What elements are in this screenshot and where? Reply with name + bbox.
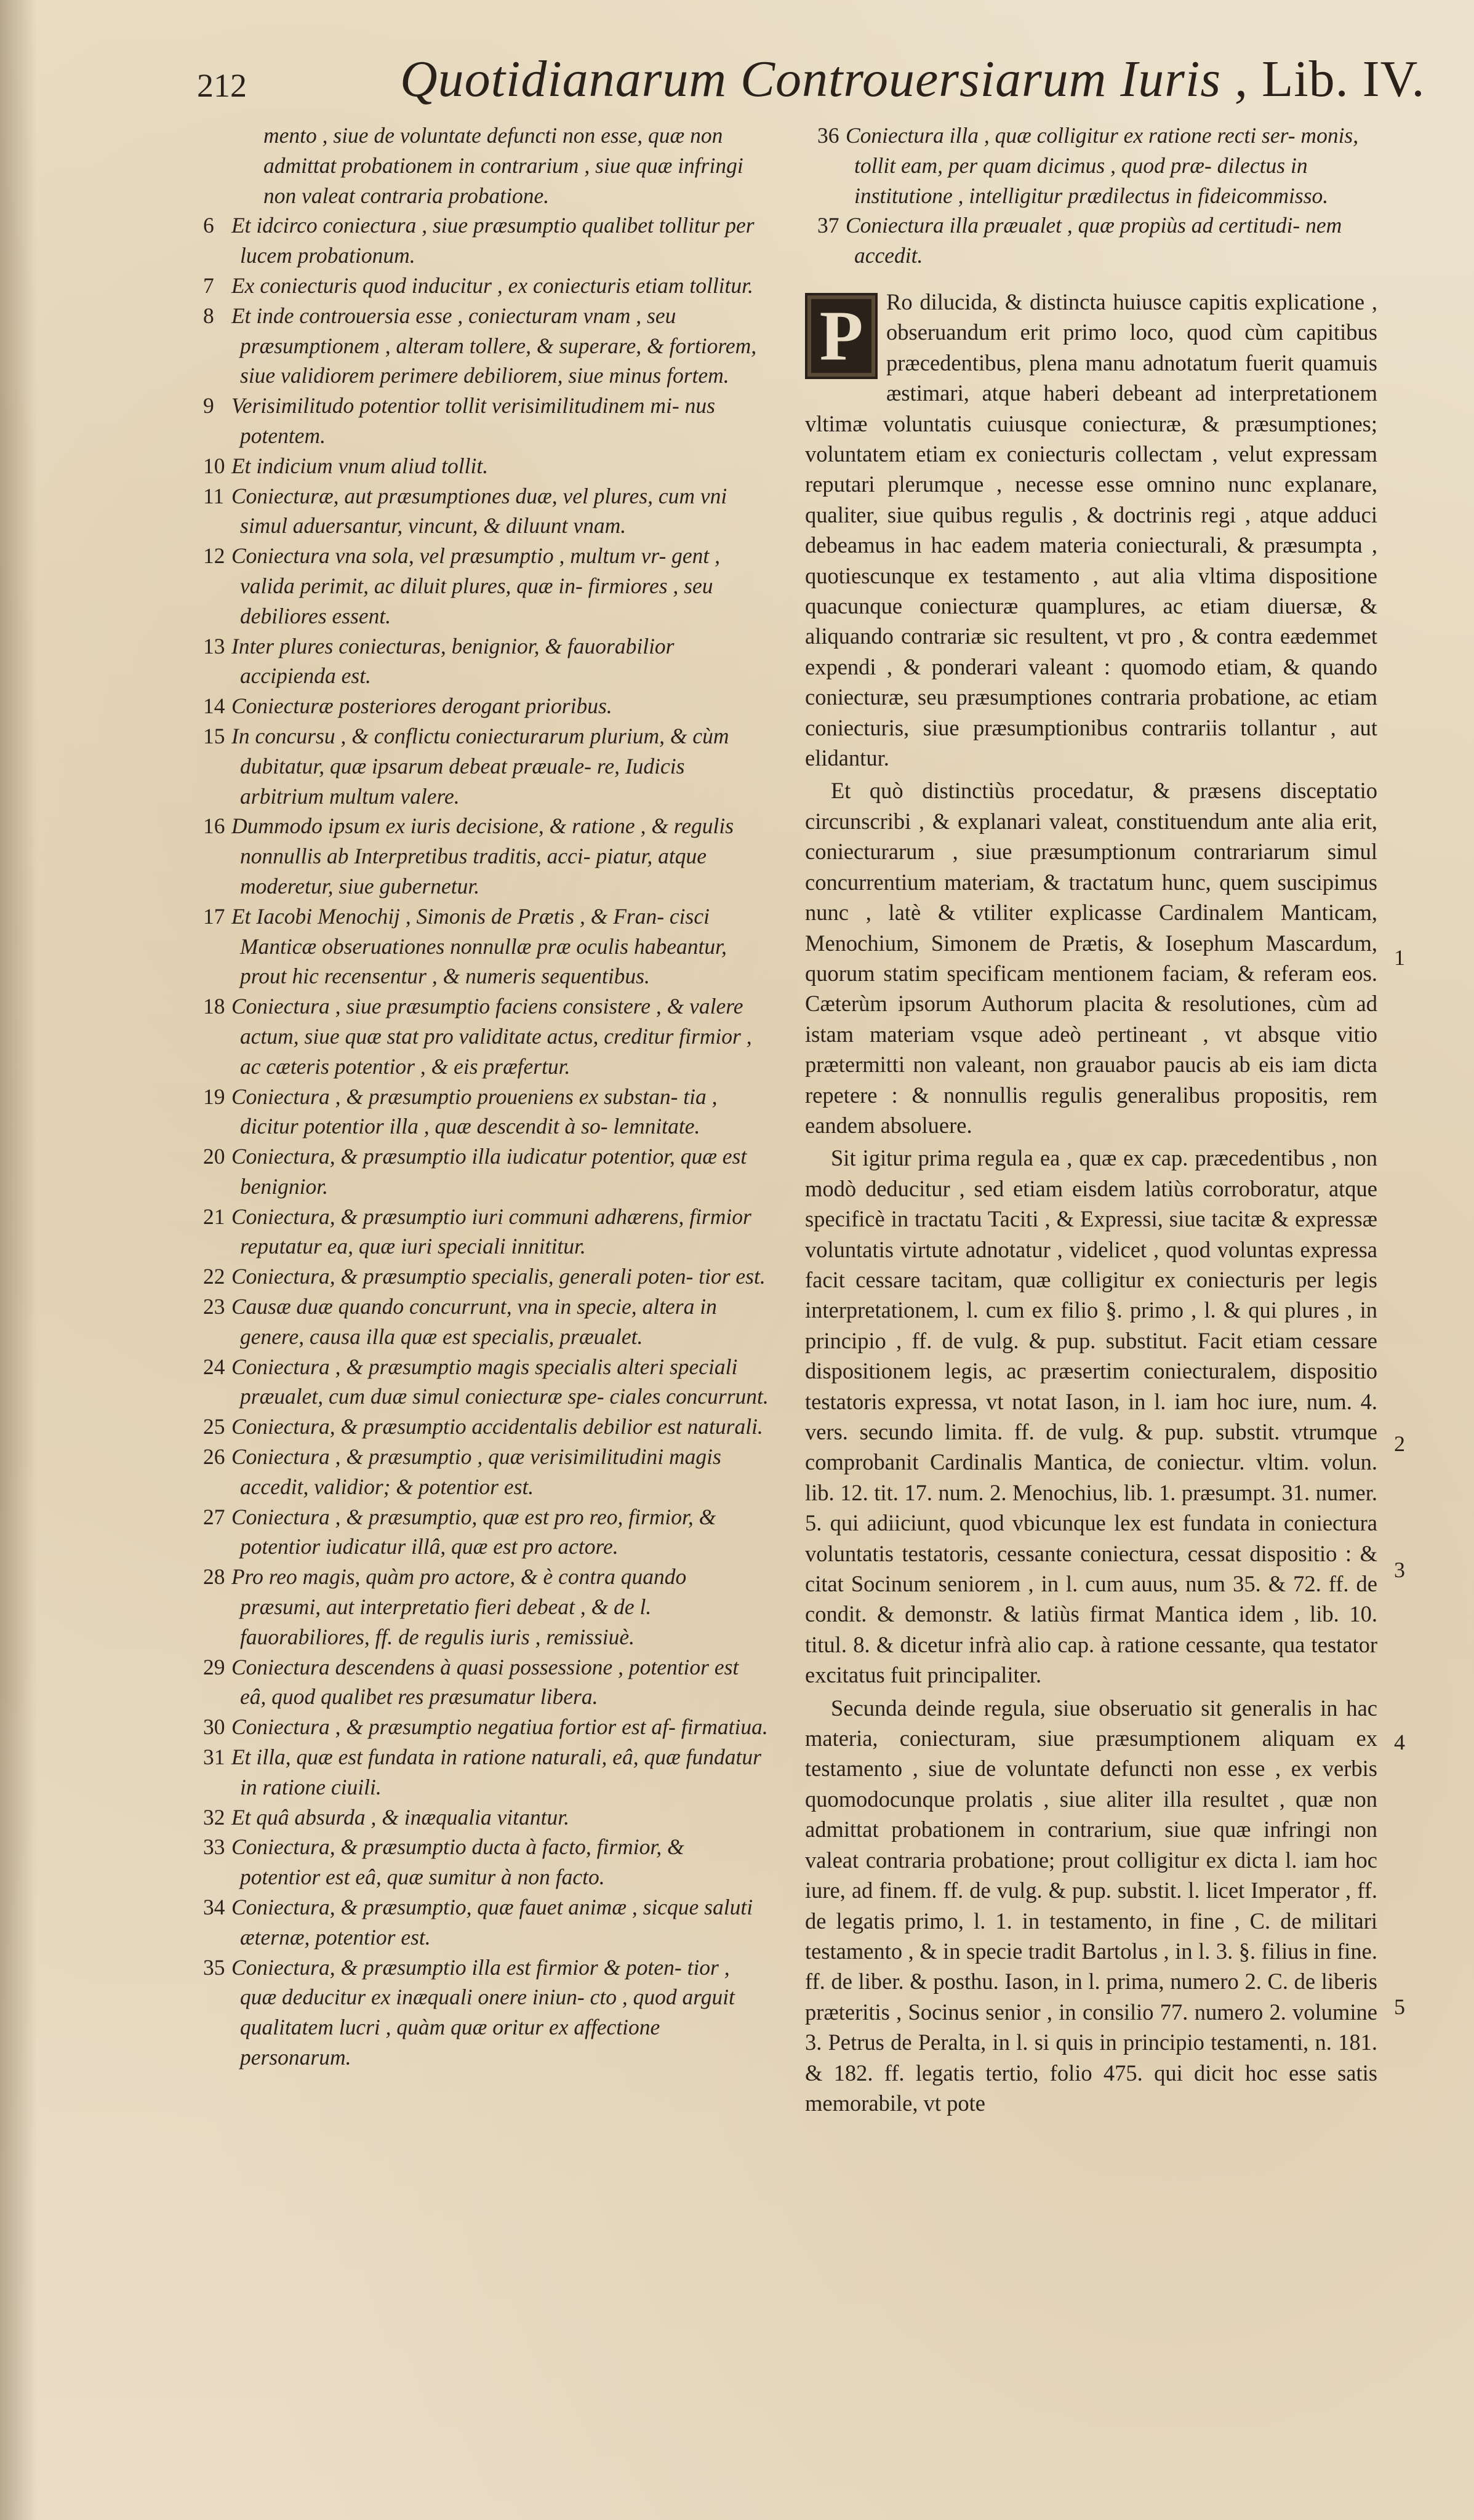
paragraph-text: Sit igitur prima regula ea , quæ ex cap. præcedentibus , non modò deducitur , sed etiam eisdem latiùs corroboratur, atque specificè in tractatu Taciti , & Expressi, siue tacitæ & expressæ voluntatis virtute adnotatur , videlicet , quod voluntas expressa facit cessare tacitam, quæ colligitur ex coniecturis per legis interpretationem, l. cum ex filio §. primo , l. & qui plures , in principio , ff. de vulg. & pup. substitut. Facit etiam cessare dispositionem legis, ac præsertim coniecturalem, dispositio testatoris expressa, vt notat Iason, in l. iam hoc iure, num. 4. vers. secundo limita. ff. de vulg. & pup. substit. vtrumque comprobanit Cardinalis Mantica, de coniectur. vltim. volun. lib. 12. tit. 17. num. 2. Menochius, lib. 1. præsumpt. 31. numer. 5. qui adiiciunt, quod vbicunque lex est fundata in coniectura voluntatis testatoris, cessante coniectura, cessat dispositio : & citat Socinum seniorem , in l. cum auus, num 35. & 72. ff. de condit. & demonstr. & latiùs firmat Mantica idem , lib. 10. titul. 8. & dicetur infrà alio cap. à ratione cessante, qua testator excitatus fuit principaliter. xyxy=(805,1145,1377,1688)
summary-text: Et illa, quæ est fundata in ratione naturali, eâ, quæ fundatur in ratione ciuili. xyxy=(231,1745,761,1799)
summary-text: Coniectura , & præsumptio , quæ verisimilitudini magis accedit, validior; & potentior est. xyxy=(231,1444,721,1499)
summary-text: Coniecturæ posteriores derogant prioribus. xyxy=(231,694,612,719)
summary-text: Coniectura , & præsumptio negatiua fortior est af- firmatiua. xyxy=(231,1714,768,1740)
summary-item xyxy=(178,1142,769,1202)
paragraph xyxy=(805,775,1377,1140)
summary-number: 8 xyxy=(203,303,214,328)
summary-text: Coniectura , siue præsumptio faciens consistere , & valere actum, siue quæ stat pro validitate actus, creditur firmior , ac cæteris potentior , & eis præfertur. xyxy=(231,994,752,1079)
summary-item xyxy=(178,631,769,692)
summary-text: Verisimilitudo potentior tollit verisimilitudinem mi- nus potentem. xyxy=(231,393,715,448)
binding-shadow xyxy=(0,0,37,2520)
paragraph xyxy=(805,1693,1377,2119)
summary-number: 15 xyxy=(203,723,225,748)
margin-reference-number: 2 xyxy=(1394,1431,1405,1456)
summary-number: 32 xyxy=(203,1804,225,1830)
paragraph xyxy=(805,1143,1377,1690)
summary-number: 33 xyxy=(203,1834,225,1860)
summary-item xyxy=(178,1442,769,1502)
summary-number: 17 xyxy=(203,903,225,929)
summary-text: Et inde controuersia esse , coniecturam vnam , seu præsumptionem , alteram tollere, & superare, & fortiorem, siue validiorem perimere debiliorem, siue minus fortem. xyxy=(231,303,757,388)
summary-number: 11 xyxy=(203,483,225,508)
summary-item xyxy=(178,1412,769,1442)
summary-text: Coniectura , & præsumptio magis specialis alteri speciali præualet, cum duæ simul coniecturæ spe- ciales concurrunt. xyxy=(231,1354,769,1409)
summary-item xyxy=(178,1202,769,1262)
summary-text: Causæ duæ quando concurrunt, vna in specie, altera in genere, causa illa quæ est specialis, præualet. xyxy=(231,1294,717,1349)
summary-item xyxy=(178,1712,769,1742)
summary-item xyxy=(178,1352,769,1412)
summary-item xyxy=(178,301,769,391)
margin-reference-number: 5 xyxy=(1394,1994,1405,2019)
summary-item xyxy=(178,210,769,271)
summary-item xyxy=(178,1292,769,1352)
summary-text: Coniectura, & præsumptio iuri communi adhærens, firmior reputatur ea, quæ iuri speciali innititur. xyxy=(231,1204,751,1259)
summary-text: Et indicium vnum aliud tollit. xyxy=(231,453,489,478)
summary-number: 7 xyxy=(203,273,214,298)
summary-item xyxy=(178,902,769,991)
summary-text: Coniectura vna sola, vel præsumptio , multum vr- gent , valida perimit, ac diluit plures, quæ in- firmiores , seu debiliores essent. xyxy=(231,543,721,628)
summary-number: 24 xyxy=(203,1354,225,1379)
summary-text: Et quâ absurda , & inæqualia vitantur. xyxy=(231,1804,569,1830)
margin-reference-number: 4 xyxy=(1394,1730,1405,1754)
paragraph-text: Secunda deinde regula, siue obseruatio sit generalis in hac materia, coniecturam, siue præsumptionem aliquam ex testamento , siue de voluntate defuncti non esse , ex verbis quomodocunque prolatis , siue aliter illa resultet , quæ non admittat probationem in contrarium, siue quæ infringi non valeat contraria probatione; prout colligitur ex dicta l. iam hoc iure, ad finem. ff. de vulg. & pup. substit. l. licet Imperator , ff. de legatis primo, l. 1. in testamento, in fine , C. de militari testamento , & in specie tradit Bartolus , in l. 3. §. filius in fine. ff. de liber. & posthu. Iason, in l. prima, numero 2. C. de liberis præteritis , Socinus senior , in consilio 77. numero 2. volumine 3. Petrus de Peralta, in l. si quis in principio testamenti, n. 181. & 182. ff. legatis tertio, folio 475. qui dicit hoc esse satis memorabile, vt pote xyxy=(805,1695,1377,2116)
summary-number: 12 xyxy=(203,543,225,569)
summary-item xyxy=(178,1082,769,1142)
summary-text: Et idcirco coniectura , siue præsumptio qualibet tollitur per lucem probationum. xyxy=(231,213,755,268)
summary-text: Coniectura, & præsumptio, quæ fauet animæ , sicque saluti æternæ, potentior est. xyxy=(231,1895,753,1950)
summary-item xyxy=(805,121,1377,210)
commentary-text xyxy=(805,287,1377,2118)
summary-item xyxy=(178,991,769,1081)
summary-text: Inter plures coniecturas, benignior, & fauorabilior accipienda est. xyxy=(231,633,675,689)
summary-item xyxy=(178,1562,769,1652)
summary-number: 25 xyxy=(203,1414,225,1439)
summary-text: Coniectura, & præsumptio specialis, generali poten- tior est. xyxy=(231,1264,766,1289)
summary-number: 22 xyxy=(203,1264,225,1289)
paragraph xyxy=(805,287,1377,774)
summary-number: 6 xyxy=(203,213,214,238)
summary-text: Et Iacobi Menochij , Simonis de Prætis , & Fran- cisci Manticæ obseruationes nonnullæ præ oculis habeantur, prout hic recensentur , & numeris sequentibus. xyxy=(231,903,727,989)
right-column xyxy=(805,121,1377,2121)
summary-text: Pro reo magis, quàm pro actore, & è contra quando præsumi, aut interpretatio fieri debeat , & de l. fauorabiliores, ff. de regulis iuris , remissiuè. xyxy=(231,1564,687,1649)
summary-number: 18 xyxy=(203,994,225,1019)
summary-item xyxy=(178,721,769,811)
summary-item xyxy=(178,1802,769,1833)
summary-number: 31 xyxy=(203,1745,225,1770)
paragraph-text: Et quò distinctiùs procedatur, & præsens disceptatio circunscribi , & explanari valeat, constituendum ante alia erit, coniecturarum , siue præsumptionum contrariarum simul concurrentium materiam, & tractatum hunc, quem suscipimus nunc , latè & vtiliter explicasse Cardinalem Manticam, Menochium, Simonem de Prætis, & Iosephum Mascardum, quorum statim specificam mentionem faciam, & referam eos. Cæterùm ipsorum Authorum placita & resolutiones, cùm ad istam materiam vsque adeò pertineant , vt absque vitio prætermitti non valeant, non grauabor paucis ab eis iam dicta repetere : & nonnullis regulis generalibus propositis, rem eandem absoluere. xyxy=(805,778,1377,1138)
summary-item xyxy=(178,1262,769,1292)
summary-item xyxy=(178,691,769,721)
summary-text: Coniectura, & præsumptio illa iudicatur potentior, quæ est benignior. xyxy=(231,1144,747,1199)
page-header xyxy=(197,49,1425,117)
summary-number: 9 xyxy=(203,393,214,418)
summary-text: Coniecturæ, aut præsumptiones duæ, vel plures, cum vni simul aduersantur, vincunt, & diluunt vnam. xyxy=(231,483,727,538)
summary-number: 34 xyxy=(203,1895,225,1920)
summary-text: Coniectura illa , quæ colligitur ex ratione recti ser- monis, tollit eam, per quam dicimus , quod præ- dilectus in institutione , intelligitur prædilectus in fideicommisso. xyxy=(846,123,1359,208)
summary-text: Coniectura, & præsumptio accidentalis debilior est naturali. xyxy=(231,1414,763,1439)
summary-text: Coniectura, & præsumptio illa est firmior & poten- tior , quæ deducitur ex inæquali onere iniun- cto , quod arguit qualitatem lucri , quàm quæ oritur ex affectione personarum. xyxy=(231,1954,735,2070)
summary-number: 23 xyxy=(203,1294,225,1319)
summary-number: 19 xyxy=(203,1084,225,1109)
summary-text: Dummodo ipsum ex iuris decisione, & ratione , & regulis nonnullis ab Interpretibus traditis, acci- piatur, atque moderetur, siue gubernetur. xyxy=(231,814,734,898)
summary-number: 26 xyxy=(203,1444,225,1470)
summary-number: 13 xyxy=(203,633,225,658)
summary-text: Coniectura , & præsumptio, quæ est pro reo, firmior, & potentior iudicatur illâ, quæ est pro actore. xyxy=(231,1504,716,1559)
summary-item xyxy=(805,210,1377,271)
summary-continuation: mento , siue de voluntate defuncti non esse, quæ non admittat probationem in contrarium , siue quæ infringi non valeat contraria probatione. xyxy=(263,123,743,208)
drop-cap-initial: P xyxy=(805,293,878,379)
summary-number: 28 xyxy=(203,1564,225,1590)
summary-item xyxy=(178,541,769,631)
summary-number: 36 xyxy=(817,123,839,148)
summary-item xyxy=(178,391,769,451)
book-number: Lib. IV. xyxy=(1262,50,1425,108)
summary-number: 37 xyxy=(817,213,839,238)
summary-text: In concursu , & conflictu coniecturarum plurium, & cùm dubitatur, quæ ipsarum debeat præuale- re, Iudicis arbitrium multum valere. xyxy=(231,723,729,809)
summary-item xyxy=(178,481,769,542)
page-number: 212 xyxy=(197,67,247,104)
summary-text: Coniectura, & præsumptio ducta à facto, firmior, & potentior est eâ, quæ sumitur à non facto. xyxy=(231,1834,684,1890)
margin-reference-number: 1 xyxy=(1394,945,1405,970)
summary-item xyxy=(178,1652,769,1713)
summary-text: Coniectura descendens à quasi possessione , potentior est eâ, quod qualibet res præsumatur libera. xyxy=(231,1654,739,1710)
margin-reference-number: 3 xyxy=(1394,1558,1405,1582)
left-column-summary xyxy=(178,121,769,2073)
summary-item xyxy=(178,811,769,901)
summary-number: 27 xyxy=(203,1504,225,1529)
summary-number: 21 xyxy=(203,1204,225,1229)
paragraph-text: Ro dilucida, & distincta huiusce capitis explicatione , obseruandum erit primo loco, quod cùm capitibus præcedentibus, plena manu adnotatum fuerit quamuis æstimari, atque haberi debeant ad interpretationem vltimæ voluntatis cuiusque coniecturæ, & præsumptiones; voluntatem etiam ex coniecturis collectam , velut expressam reputari plerumque , necesse esse omnino nunc explanare, qualiter, siue quibus regulis , & doctrinis regi , atque adduci debeamus in hac eadem materia coniecturali, & præsumpta , quotiescunque ex testamento , aut alia vltima dispositione quacunque coniecturæ quamplures, ac etiam diuersæ, & aliquando contrariæ sic resultent, vt pro , & contra eædemmet expendi , & ponderari valeant : quomodo etiam, & quando coniecturæ, seu præsumptiones contraria probatione, ac etiam coniecturis, siue præsumptionibus contrariis tollantur , aut elidantur. xyxy=(805,289,1377,771)
summary-item xyxy=(178,1953,769,2073)
running-title: Quotidianarum Controuersiarum Iuris , Lib. IV. xyxy=(400,50,1425,108)
summary-text: Coniectura , & præsumptio proueniens ex substan- tia , dicitur potentior illa , quæ descendit à so- lemnitate. xyxy=(231,1084,718,1139)
summary-number: 14 xyxy=(203,694,225,719)
summary-text: Coniectura illa præualet , quæ propiùs ad certitudi- nem accedit. xyxy=(846,213,1342,268)
summary-item xyxy=(178,271,769,301)
summary-item xyxy=(178,1832,769,1892)
summary-text: Ex coniecturis quod inducitur , ex coniecturis etiam tollitur. xyxy=(231,273,753,298)
summary-number: 30 xyxy=(203,1714,225,1740)
summary-number: 20 xyxy=(203,1144,225,1169)
summary-item xyxy=(178,1502,769,1562)
summary-number: 16 xyxy=(203,814,225,839)
summary-number: 10 xyxy=(203,453,225,478)
summary-number: 35 xyxy=(203,1954,225,1980)
summary-item xyxy=(178,1892,769,1953)
summary-item xyxy=(178,451,769,481)
summary-number: 29 xyxy=(203,1654,225,1679)
summary-item xyxy=(178,1742,769,1802)
